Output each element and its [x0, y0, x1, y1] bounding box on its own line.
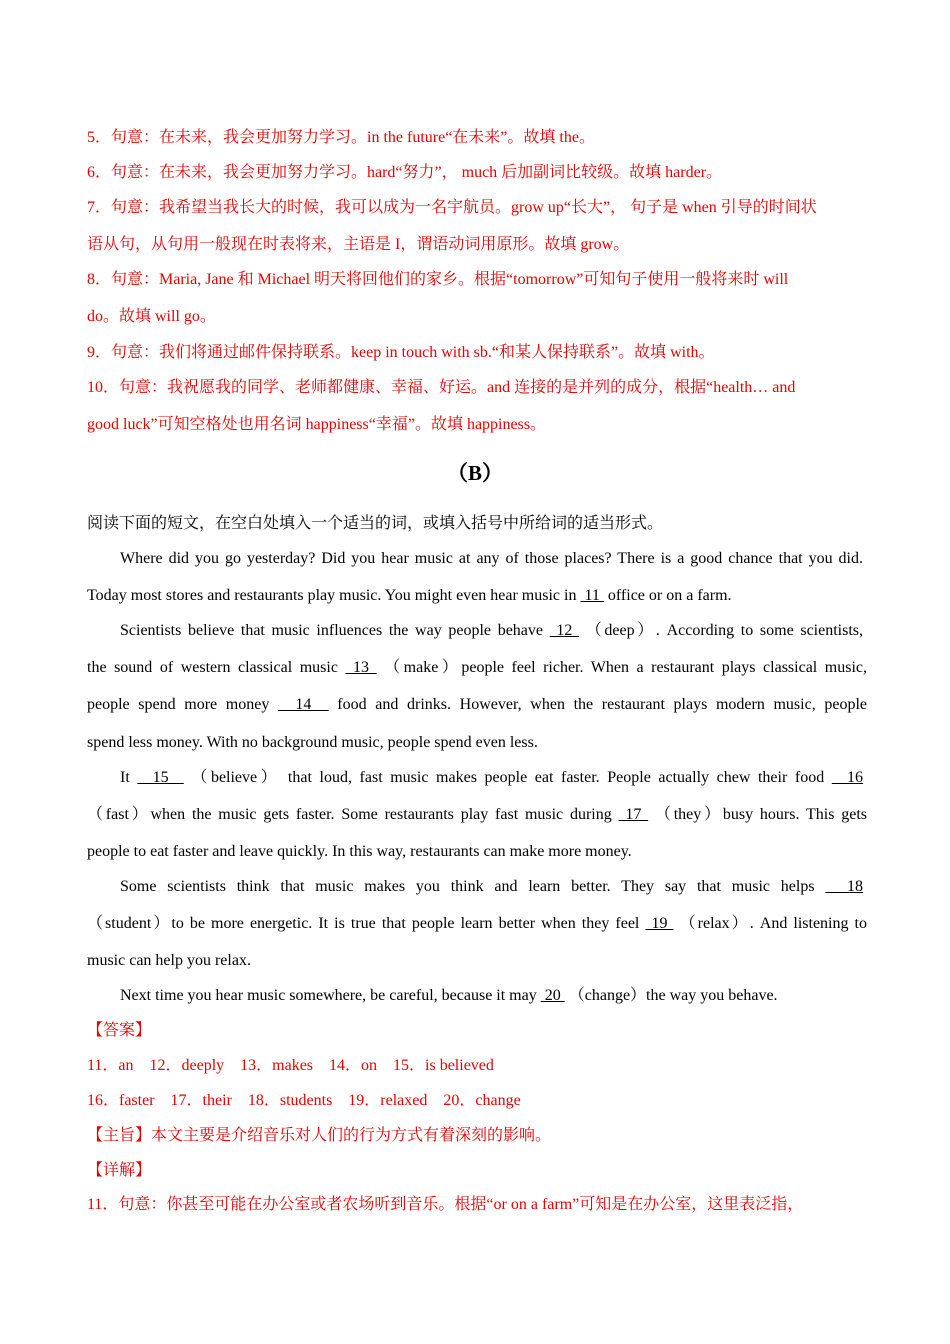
explanation-10-line2: good luck”可知空格处也用名词 happiness“幸福”。故填 happiness。: [87, 416, 547, 433]
answer-label: 【答案】: [87, 1022, 152, 1039]
explanation-8-line1: 8．句意：Maria, Jane 和 Michael 明天将回他们的家乡。根据“tomorrow”可知句子使用一般将来时 will: [87, 271, 789, 288]
passage-p2-line4: spend less money. With no background music, people spend even less.: [87, 734, 538, 751]
blank-17: 17: [618, 806, 649, 823]
explanation-8-line2: do。故填 will go。: [87, 308, 216, 325]
passage-p2-line3: people spend more money 14 food and drinks. However, when the restaurant plays modern music, people: [87, 696, 868, 713]
explanation-5: 5．句意：在未来，我会更加努力学习。in the future“在未来”。故填 the。: [87, 129, 595, 146]
detail-label: 【详解】: [87, 1162, 152, 1179]
instruction: 阅读下面的短文，在空白处填入一个适当的词，或填入括号中所给词的适当形式。: [87, 515, 664, 532]
passage-p4-line2: （student）to be more energetic. It is true that people learn better when they feel 19 （relax）. And listening to: [87, 915, 867, 932]
blank-13: 13: [345, 659, 377, 676]
passage-p4-line1: Some scientists think that music makes you think and learn better. They say that music helps 18: [120, 878, 864, 895]
blank-20: 20: [540, 987, 565, 1004]
explanation-9: 9．句意：我们将通过邮件保持联系。keep in touch with sb.“和某人保持联系”。故填 with。: [87, 344, 715, 361]
section-title: （B）: [446, 461, 503, 485]
blank-14: 14: [278, 696, 329, 713]
blank-15: 15: [137, 769, 184, 786]
answers-line2: 16．faster 17．their 18．students 19．relaxed 20．change: [87, 1092, 521, 1109]
explanation-6: 6．句意：在未来，我会更加努力学习。hard“努力”， much 后加副词比较级。故填 harder。: [87, 164, 723, 181]
detail-11: 11．句意：你甚至可能在办公室或者农场听到音乐。根据“or on a farm”可知是在办公室，这里表泛指，: [87, 1196, 804, 1213]
blank-16: 16: [831, 769, 863, 786]
passage-p1-line2: Today most stores and restaurants play music. You might even hear music in 11 office or on a farm.: [87, 587, 732, 604]
explanation-7-line1: 7．句意：我希望当我长大的时候，我可以成为一名宇航员。grow up“长大”， 句子是 when 引导的时间状: [87, 199, 817, 216]
passage-p5-line1: Next time you hear music somewhere, be careful, because it may 20 （change）the way you behave.: [120, 987, 778, 1004]
passage-p2-line2: the sound of western classical music 13 （make）people feel richer. When a restaurant plays classical music,: [87, 659, 867, 676]
blank-11: 11: [580, 587, 604, 604]
blank-12: 12: [549, 622, 580, 639]
passage-p2-line1: Scientists believe that music influences the way people behave 12 （deep）. According to some scientists,: [120, 622, 864, 639]
passage-p4-line3: music can help you relax.: [87, 952, 251, 969]
blank-19: 19: [645, 915, 674, 932]
passage-p1-line1: Where did you go yesterday? Did you hear music at any of those places? There is a good chance that you did.: [120, 550, 863, 567]
blank-18: 18: [825, 878, 864, 895]
explanation-10-line1: 10．句意：我祝愿我的同学、老师都健康、幸福、好运。and 连接的是并列的成分，根据“health… and: [87, 379, 796, 396]
answers-line1: 11．an 12．deeply 13．makes 14．on 15．is believed: [87, 1057, 494, 1074]
passage-p3-line3: people to eat faster and leave quickly. In this way, restaurants can make more money.: [87, 843, 632, 860]
explanation-7-line2: 语从句，从句用一般现在时表将来，主语是 I，谓语动词用原形。故填 grow。: [87, 236, 630, 253]
passage-p3-line1: It 15 （believe） that loud, fast music makes people eat faster. People actually chew their food 16: [120, 769, 863, 786]
passage-p3-line2: （fast）when the music gets faster. Some restaurants play fast music during 17 （they）busy hours. This gets: [87, 806, 867, 823]
gist: 【主旨】本文主要是介绍音乐对人们的行为方式有着深刻的影响。: [87, 1127, 552, 1144]
